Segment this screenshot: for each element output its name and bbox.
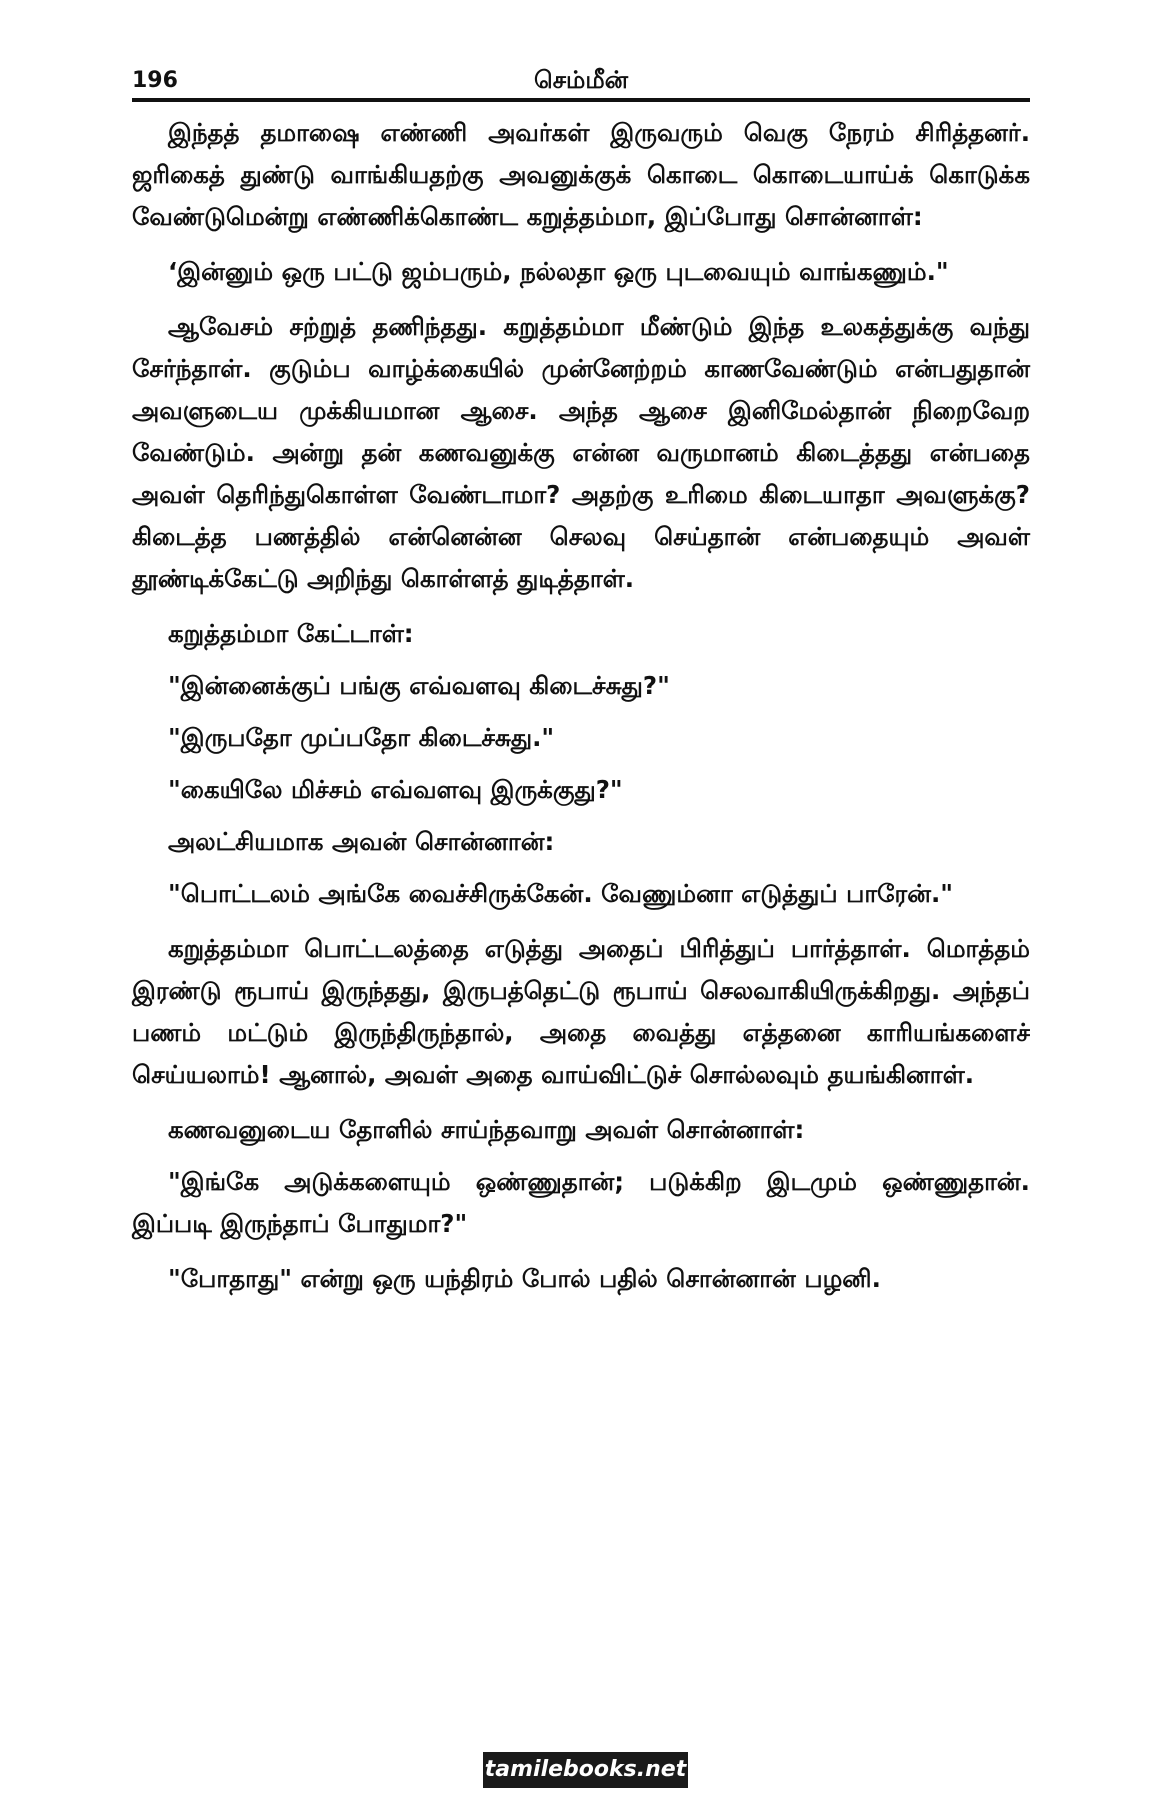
paragraph: "இன்னைக்குப் பங்கு எவ்வளவு கிடைச்சுது?" <box>168 671 670 700</box>
paragraph: "பொட்டலம் அங்கே வைச்சிருக்கேன். வேணும்னா எடுத்துப் பாரேன்." <box>168 879 954 908</box>
paragraph: ‘இன்னும் ஒரு பட்டு ஜம்பரும், நல்லதா ஒரு புடவையும் வாங்கணும்." <box>168 257 949 286</box>
paragraph: "இருபதோ முப்பதோ கிடைச்சுது." <box>168 723 555 752</box>
page-number: 196 <box>132 68 178 93</box>
paragraph: ஆவேசம் சற்றுத் தணிந்தது. கறுத்தம்மா மீண்டும் இந்த உலகத்துக்கு வந்து சேர்ந்தாள். குடும்ப வாழ்க்கையில் முன்னேற்றம் காணவேண்டும் என்பதுதான் அவளுடைய முக்கியமான ஆசை. அந்த ஆசை இனிமேல்தான் நிறைவேற வேண்டும். அன்று தன் கணவனுக்கு என்ன வருமானம் கிடைத்தது என்பதை அவள் தெரிந்துகொள்ள வேண்டாமா? அதற்கு உரிமை கிடையாதா அவளுக்கு? கிடைத்த பணத்தில் என்னென்ன செலவு செய்தான் என்பதையும் அவள் தூண்டிக்கேட்டு அறிந்து கொள்ளத் துடித்தாள். <box>132 312 1030 593</box>
paragraph: "கையிலே மிச்சம் எவ்வளவு இருக்குது?" <box>168 775 623 804</box>
paragraph: "போதாது" என்று ஒரு யந்திரம் போல் பதில் சொன்னான் பழனி. <box>168 1264 881 1293</box>
paragraph: "இங்கே அடுக்களையும் ஒண்ணுதான்; படுக்கிற இடமும் ஒண்ணுதான். இப்படி இருந்தாப் போதுமா?" <box>132 1167 1030 1238</box>
paragraph: கறுத்தம்மா பொட்டலத்தை எடுத்து அதைப் பிரித்துப் பார்த்தாள். மொத்தம் இரண்டு ரூபாய் இருந்தது, இருபத்தெட்டு ரூபாய் செலவாகியிருக்கிறது. அந்தப் பணம் மட்டும் இருந்திருந்தால், அதை வைத்து எத்தனை காரியங்களைச் செய்யலாம்! ஆனால், அவள் அதை வாய்விட்டுச் சொல்லவும் தயங்கினாள். <box>132 934 1030 1089</box>
paragraph: கணவனுடைய தோளில் சாய்ந்தவாறு அவள் சொன்னாள்: <box>168 1115 805 1144</box>
watermark-badge: tamilebooks.net <box>483 1752 688 1788</box>
header-rule <box>132 98 1030 102</box>
paragraph: அலட்சியமாக அவன் சொன்னான்: <box>168 827 555 856</box>
page-header <box>132 64 1030 106</box>
paragraph: கறுத்தம்மா கேட்டாள்: <box>168 619 414 648</box>
running-title: செம்மீன் <box>534 66 628 94</box>
body-text <box>132 112 1030 1313</box>
paragraph: இந்தத் தமாஷை எண்ணி அவர்கள் இருவரும் வெகு நேரம் சிரித்தனர். ஜரிகைத் துண்டு வாங்கியதற்கு அவனுக்குக் கொடை கொடையாய்க் கொடுக்க வேண்டுமென்று எண்ணிக்கொண்ட கறுத்தம்மா, இப்போது சொன்னாள்: <box>132 118 1030 231</box>
